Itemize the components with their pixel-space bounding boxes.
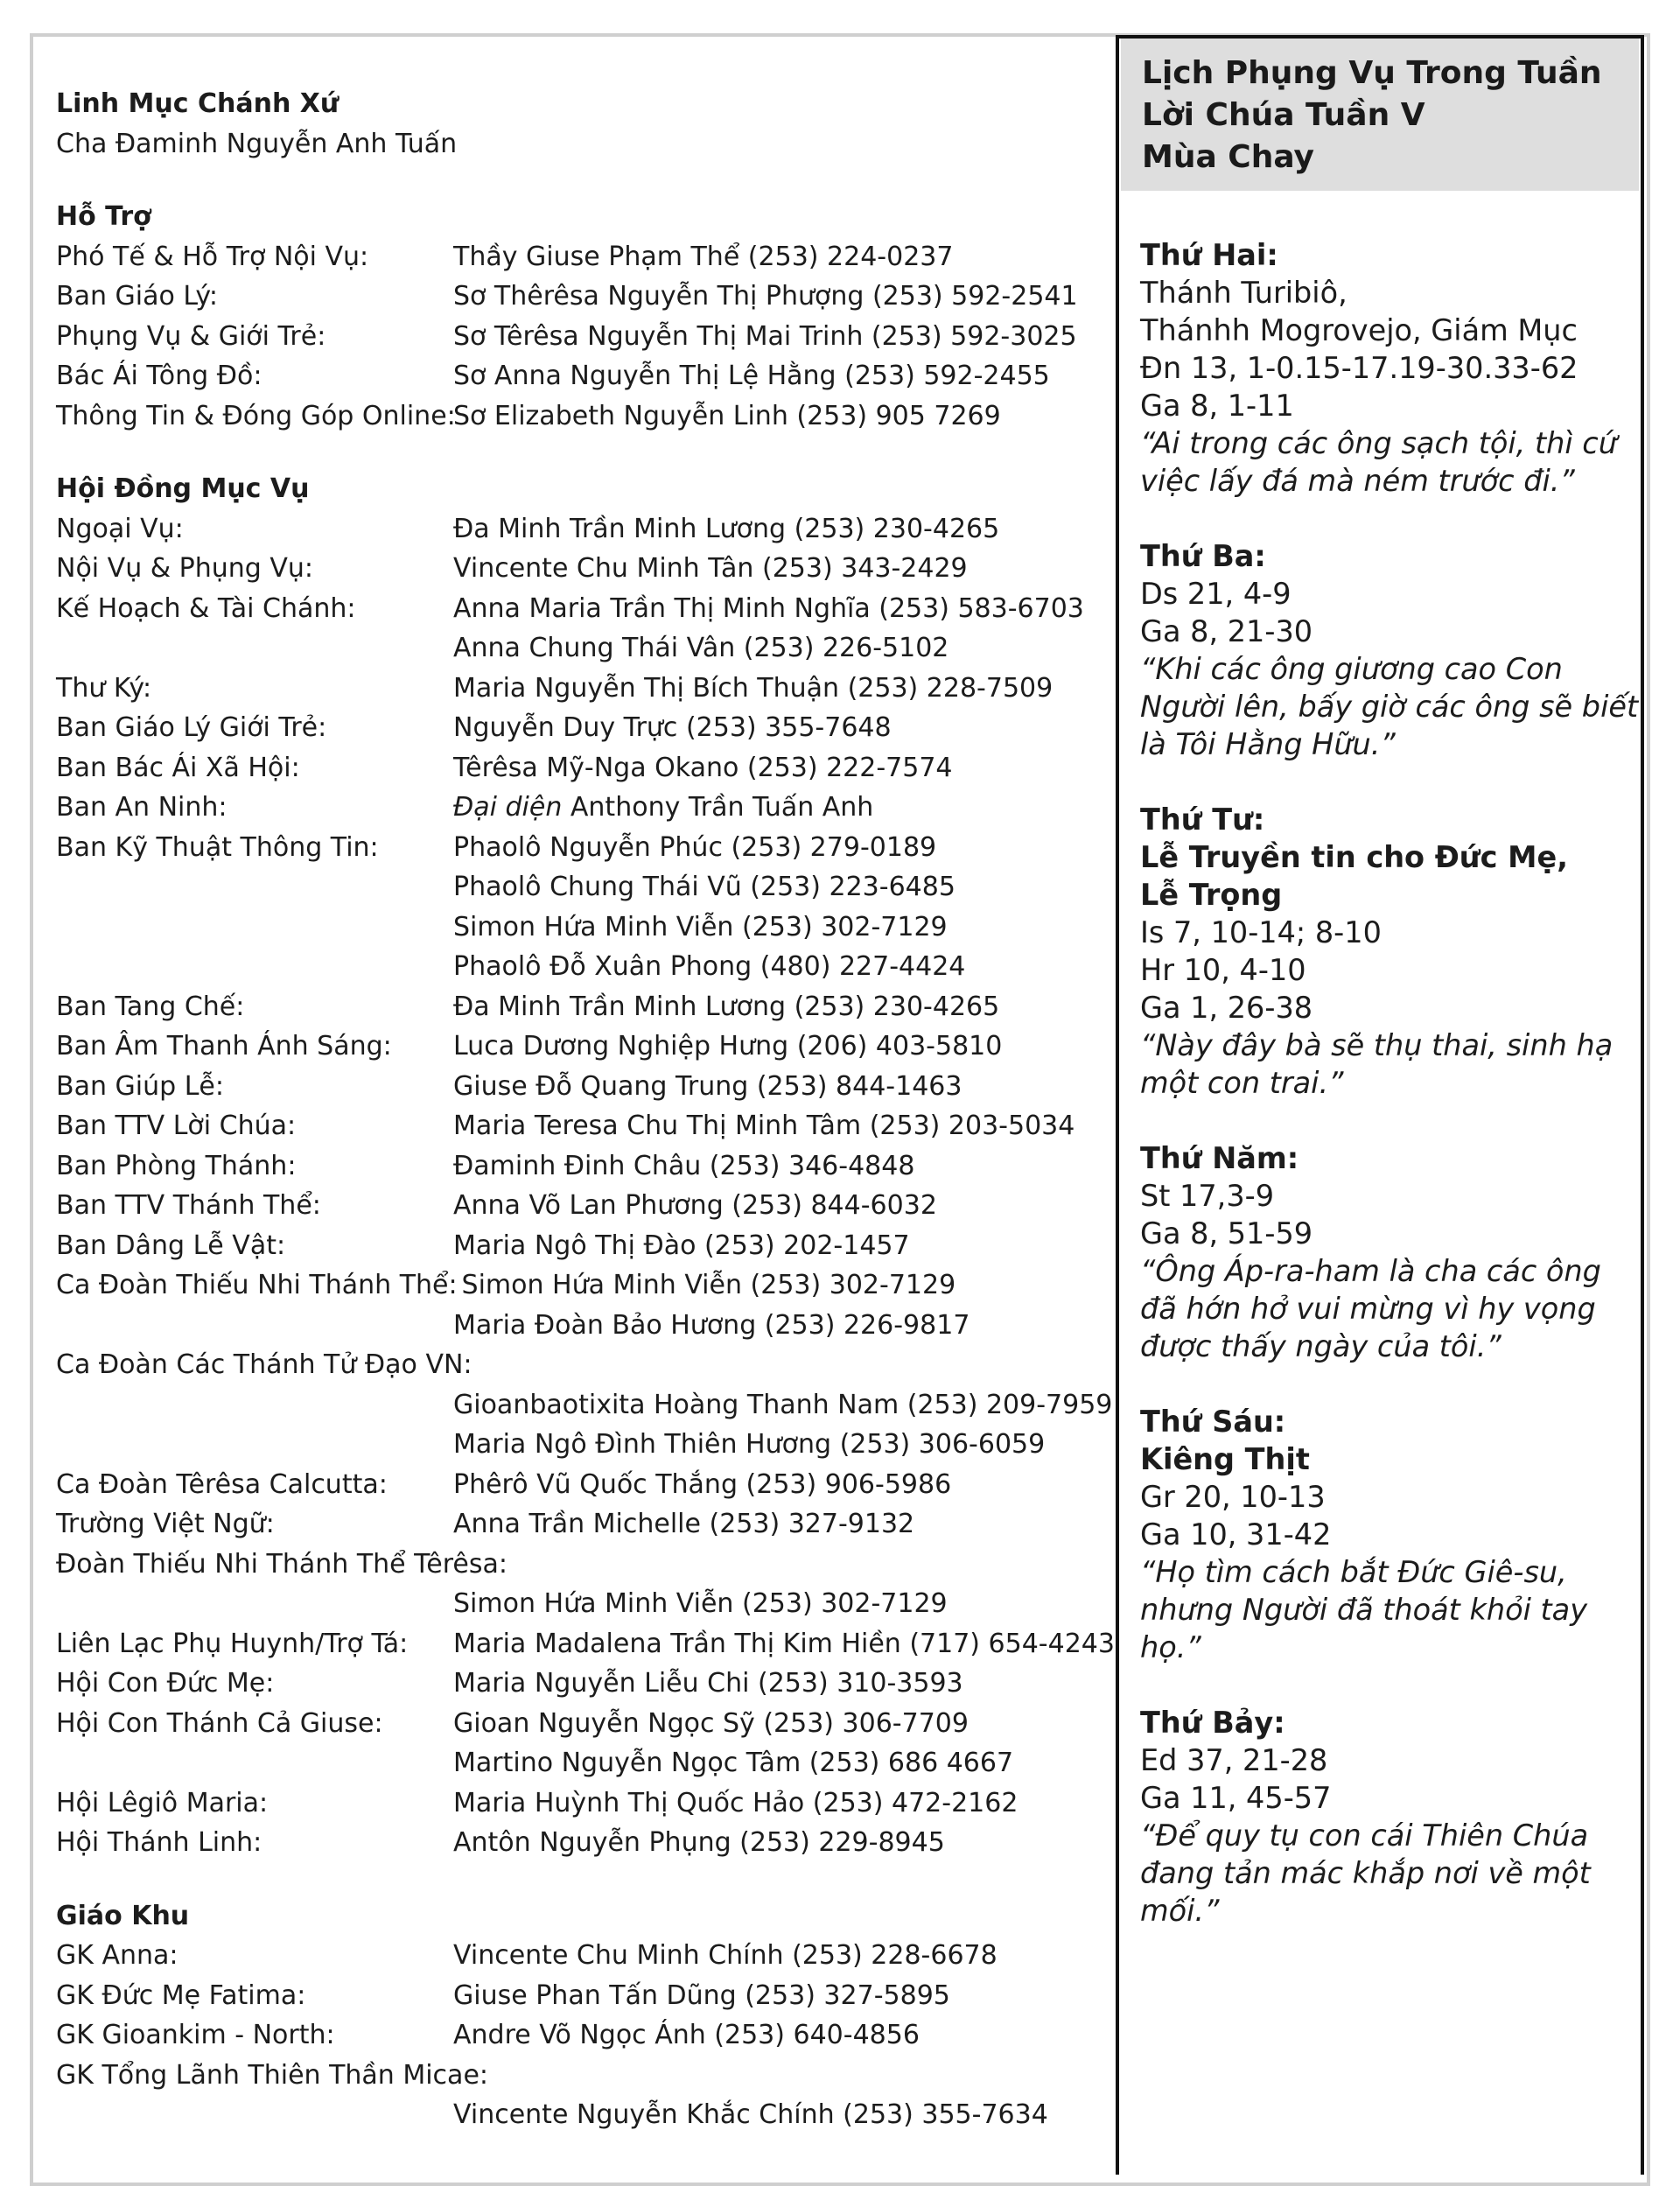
districts-list: [56, 1936, 1088, 2135]
directory-contact: [453, 788, 873, 828]
directory-row: [56, 277, 1088, 317]
schedule-day: [1140, 1704, 1641, 1930]
reading-reference: Ga 8, 51-59: [1140, 1216, 1313, 1251]
directory-role: Kế Hoạch & Tài Chánh:: [56, 592, 356, 624]
directory-contact: Gioan Nguyễn Ngọc Sỹ (253) 306-7709: [453, 1707, 969, 1739]
directory-row: [56, 317, 1088, 357]
directory-row: [56, 509, 1088, 550]
directory-contact: Maria Teresa Chu Thị Minh Tâm (253) 203-5034: [453, 1111, 1075, 1141]
directory-role: Ban Bác Ái Xã Hội:: [56, 752, 300, 783]
directory-contact: Anna Maria Trần Thị Minh Nghĩa (253) 583-6703: [453, 592, 1084, 624]
schedule-day: [1140, 1403, 1641, 1666]
directory-row: [56, 2015, 1088, 2056]
directory-contact: Luca Dương Nghiệp Hưng (206) 403-5810: [453, 1031, 1003, 1061]
directory-role: Liên Lạc Phụ Huynh/Trợ Tá:: [56, 1628, 409, 1659]
directory-contact: Maria Nguyễn Thị Bích Thuận (253) 228-7509: [453, 672, 1054, 704]
directory-row: [56, 1704, 1088, 1744]
reading-reference: Gr 20, 10-13: [1140, 1480, 1326, 1514]
feast-name: Kiêng Thịt: [1140, 1442, 1310, 1476]
gospel-quote: “Để quy tụ con cái Thiên Chúa: [1140, 1818, 1589, 1853]
gospel-quote: họ.”: [1140, 1630, 1201, 1664]
directory-contact: Gioanbaotixita Hoàng Thanh Nam (253) 209-7959: [453, 1389, 1113, 1420]
directory-role: Ban Giáo Lý:: [56, 281, 219, 312]
directory-contact: Simon Hứa Minh Viễn (253) 302-7129: [453, 1588, 948, 1619]
directory-role: Ban Phòng Thánh:: [56, 1150, 297, 1181]
gospel-quote: “Này đây bà sẽ thụ thai, sinh hạ: [1140, 1028, 1614, 1062]
directory-role: Ngoại Vụ:: [56, 513, 184, 544]
contact-name: Anthony Trần Tuấn Anh: [562, 792, 874, 823]
gospel-quote: việc lấy đá mà ném trước đi.”: [1140, 464, 1575, 498]
directory-role: Thông Tin & Đóng Góp Online:: [56, 400, 456, 431]
support-heading: Hỗ Trợ: [56, 201, 151, 232]
gospel-quote: đang tản mác khắp nơi về một: [1140, 1856, 1591, 1890]
directory-contact: Anna Võ Lan Phương (253) 844-6032: [453, 1190, 937, 1221]
liturgy-schedule-panel: [1116, 35, 1644, 2175]
directory-row: [56, 589, 1088, 629]
reading-reference: Thánh Turibiô,: [1140, 276, 1348, 310]
reading-reference: St 17,3-9: [1140, 1179, 1275, 1213]
directory-contact: Martino Nguyễn Ngọc Tâm (253) 686 4667: [453, 1748, 1014, 1778]
districts-heading: Giáo Khu: [56, 1900, 190, 1931]
directory-contact: Đa Minh Trần Minh Lương (253) 230-4265: [453, 991, 1000, 1022]
directory-role: Hội Thánh Linh:: [56, 1827, 262, 1858]
directory-role: Hội Lêgiô Maria:: [56, 1787, 269, 1818]
schedule-header: [1121, 39, 1639, 191]
schedule-week: Lời Chúa Tuần V: [1142, 97, 1425, 133]
directory-contact: Maria Nguyễn Liễu Chi (253) 310-3593: [453, 1668, 963, 1699]
directory-contact: Sơ Anna Nguyễn Thị Lệ Hằng (253) 592-2455: [453, 361, 1050, 391]
gospel-quote: “Ông Áp-ra-ham là cha các ông: [1140, 1254, 1601, 1288]
directory-role: GK Đức Mẹ Fatima:: [56, 1979, 306, 2011]
directory-role: Ban Kỹ Thuật Thông Tin:: [56, 831, 379, 863]
directory-contact: Vincente Nguyễn Khắc Chính (253) 355-7634: [453, 2099, 1048, 2130]
directory-row: [56, 1823, 1088, 1863]
feast-name: Lễ Trọng: [1140, 878, 1283, 912]
gospel-quote: được thấy ngày của tôi.”: [1140, 1329, 1502, 1363]
directory-role: Ban Tang Chế:: [56, 991, 245, 1022]
directory-row: [56, 828, 1088, 868]
directory-row: [56, 1265, 1088, 1306]
schedule-day: [1140, 1139, 1641, 1365]
directory-contact: Têrêsa Mỹ-Nga Okano (253) 222-7574: [453, 752, 953, 783]
directory-contact: Anna Trần Michelle (253) 327-9132: [453, 1509, 915, 1539]
directory-contact: Maria Ngô Đình Thiên Hương (253) 306-6059: [453, 1429, 1046, 1460]
directory-role: Ban Dâng Lễ Vật:: [56, 1230, 286, 1261]
contact-note: Đại diện: [453, 792, 563, 823]
directory-contact: Maria Ngô Thị Đào (253) 202-1457: [453, 1230, 910, 1261]
directory-role: Phụng Vụ & Giới Trẻ:: [56, 320, 326, 352]
directory-contact: Andre Võ Ngọc Ánh (253) 640-4856: [453, 2020, 920, 2050]
schedule-days: [1119, 191, 1641, 1930]
directory-contact: Giuse Đỗ Quang Trung (253) 844-1463: [453, 1070, 962, 1102]
directory-contact: Maria Madalena Trần Thị Kim Hiền (717) 654-4243: [453, 1628, 1115, 1659]
directory-row: [56, 1976, 1088, 2016]
gospel-quote: “Ai trong các ông sạch tội, thì cứ: [1140, 426, 1617, 460]
directory-role: Hội Con Đức Mẹ:: [56, 1668, 275, 1699]
feast-name: Lễ Truyền tin cho Đức Mẹ,: [1140, 840, 1568, 874]
directory-row: [56, 748, 1088, 788]
directory-row: [56, 549, 1088, 589]
directory-group-label: GK Tổng Lãnh Thiên Thần Micae:: [56, 2059, 489, 2091]
day-name: Thứ Sáu:: [1140, 1405, 1286, 1439]
reading-reference: Is 7, 10-14; 8-10: [1140, 915, 1382, 949]
directory-row: [56, 1936, 1088, 1976]
schedule-day: [1140, 236, 1641, 500]
directory-contact: Thầy Giuse Phạm Thể (253) 224-0237: [453, 241, 954, 272]
directory-role: Ban Giúp Lễ:: [56, 1070, 224, 1102]
directory-role: Ban TTV Thánh Thể:: [56, 1190, 321, 1221]
directory-row: [56, 356, 1088, 396]
directory-contact: Đa Minh Trần Minh Lương (253) 230-4265: [453, 513, 1000, 544]
directory-contact: Simon Hứa Minh Viễn (253) 302-7129: [453, 911, 948, 942]
directory-role: Ban An Ninh:: [56, 792, 228, 823]
directory-role: Nội Vụ & Phụng Vụ:: [56, 553, 314, 584]
day-name: Thứ Hai:: [1140, 238, 1278, 272]
directory-role: Ban Âm Thanh Ánh Sáng:: [56, 1031, 392, 1061]
directory-role: Bác Ái Tông Đồ:: [56, 361, 262, 391]
gospel-quote: “Họ tìm cách bắt Đức Giê-su,: [1140, 1555, 1567, 1589]
directory-row: [56, 1146, 1088, 1187]
directory-row: [56, 987, 1088, 1027]
reading-reference: Ga 1, 26-38: [1140, 991, 1313, 1025]
council-list: [56, 509, 1115, 1863]
directory-row: [56, 1664, 1088, 1704]
reading-reference: Ga 11, 45-57: [1140, 1781, 1332, 1815]
directory-row: [56, 396, 1088, 437]
directory-contact: Phêrô Vũ Quốc Thắng (253) 906-5986: [453, 1468, 952, 1500]
directory-row: [56, 1026, 1088, 1067]
directory-contact: Phaolô Chung Thái Vũ (253) 223-6485: [453, 872, 956, 902]
directory-row: [56, 1226, 1088, 1266]
directory-group-label: Đoàn Thiếu Nhi Thánh Thể Têrêsa:: [56, 1548, 508, 1580]
reading-reference: Đn 13, 1-0.15-17.19-30.33-62: [1140, 351, 1578, 385]
reading-reference: Ga 8, 21-30: [1140, 614, 1313, 648]
schedule-day: [1140, 537, 1641, 763]
directory-contact: Đaminh Đinh Châu (253) 346-4848: [453, 1150, 915, 1181]
directory-contact: Maria Đoàn Bảo Hương (253) 226-9817: [453, 1309, 970, 1341]
gospel-quote: mối.”: [1140, 1894, 1220, 1928]
schedule-title: Lịch Phụng Vụ Trong Tuần: [1142, 55, 1602, 91]
directory-role: Hội Con Thánh Cả Giuse:: [56, 1707, 383, 1739]
day-name: Thứ Bảy:: [1140, 1706, 1285, 1740]
day-name: Thứ Tư:: [1140, 802, 1265, 837]
gospel-quote: nhưng Người đã thoát khỏi tay: [1140, 1593, 1588, 1627]
gospel-quote: đã hớn hở vui mừng vì hy vọng: [1140, 1292, 1596, 1326]
pastor-title: Linh Mục Chánh Xứ: [56, 88, 340, 119]
day-name: Thứ Ba:: [1140, 539, 1266, 573]
directory-role: Thư Ký:: [56, 672, 152, 704]
pastor-name: Cha Đaminh Nguyễn Anh Tuấn: [56, 128, 458, 159]
directory-contact: Sơ Thêrêsa Nguyễn Thị Phượng (253) 592-2541: [453, 281, 1078, 312]
directory-contact: Sơ Elizabeth Nguyễn Linh (253) 905 7269: [453, 400, 1001, 431]
directory-row: [56, 669, 1088, 709]
reading-reference: Thánhh Mogrovejo, Giám Mục: [1140, 313, 1578, 347]
council-heading: Hội Đồng Mục Vụ: [56, 473, 310, 504]
reading-reference: Ds 21, 4-9: [1140, 577, 1292, 611]
directory-contact: Maria Huỳnh Thị Quốc Hảo (253) 472-2162: [453, 1787, 1018, 1818]
directory-role: GK Anna:: [56, 1940, 178, 1971]
directory-contact: Anna Chung Thái Vân (253) 226-5102: [453, 633, 949, 663]
directory-row: [56, 237, 1088, 277]
gospel-quote: “Khi các ông giương cao Con: [1140, 652, 1563, 686]
directory-row: [56, 1504, 1088, 1545]
directory-role: Ban TTV Lời Chúa:: [56, 1111, 297, 1141]
directory-row: [56, 788, 1088, 828]
directory-row: [56, 1465, 1088, 1505]
directory-row: [56, 1624, 1115, 1664]
directory-row: [56, 708, 1088, 748]
directory: [56, 84, 1115, 2135]
directory-contact: Phaolô Đỗ Xuân Phong (480) 227-4424: [453, 951, 966, 982]
directory-row: [56, 1106, 1088, 1146]
directory-role: Trường Việt Ngữ:: [56, 1509, 275, 1539]
directory-role: Phó Tế & Hỗ Trợ Nội Vụ:: [56, 241, 369, 272]
directory-role: Ban Giáo Lý Giới Trẻ:: [56, 712, 327, 743]
directory-group-label: Ca Đoàn Các Thánh Tử Đạo VN:: [56, 1349, 472, 1380]
directory-contact: Vincente Chu Minh Tân (253) 343-2429: [453, 553, 968, 584]
gospel-quote: một con trai.”: [1140, 1066, 1344, 1100]
directory-row: [56, 1067, 1088, 1107]
directory-role: Ca Đoàn Têrêsa Calcutta:: [56, 1468, 388, 1500]
support-list: [56, 237, 1088, 437]
directory-contact: Vincente Chu Minh Chính (253) 228-6678: [453, 1940, 998, 1971]
directory-contact: Simon Hứa Minh Viễn (253) 302-7129: [453, 1270, 956, 1300]
reading-reference: Hr 10, 4-10: [1140, 953, 1306, 987]
directory-contact: Sơ Têrêsa Nguyễn Thị Mai Trinh (253) 592-3025: [453, 320, 1077, 352]
directory-contact: Nguyễn Duy Trực (253) 355-7648: [453, 712, 892, 743]
directory-contact: Phaolô Nguyễn Phúc (253) 279-0189: [453, 831, 937, 863]
gospel-quote: Người lên, bấy giờ các ông sẽ biết: [1140, 690, 1639, 724]
reading-reference: Ga 8, 1-11: [1140, 389, 1294, 423]
day-name: Thứ Năm:: [1140, 1141, 1299, 1175]
reading-reference: Ed 37, 21-28: [1140, 1743, 1328, 1777]
directory-role: GK Gioankim - North:: [56, 2020, 335, 2050]
schedule-season: Mùa Chay: [1142, 139, 1314, 175]
gospel-quote: là Tôi Hằng Hữu.”: [1140, 727, 1396, 761]
directory-contact: Antôn Nguyễn Phụng (253) 229-8945: [453, 1827, 945, 1858]
directory-row: [56, 1186, 1088, 1226]
schedule-day: [1140, 801, 1641, 1102]
reading-reference: Ga 10, 31-42: [1140, 1517, 1332, 1552]
directory-contact: Giuse Phan Tấn Dũng (253) 327-5895: [453, 1979, 950, 2011]
directory-role: Ca Đoàn Thiếu Nhi Thánh Thể:: [56, 1270, 458, 1300]
directory-row: [56, 1783, 1088, 1824]
